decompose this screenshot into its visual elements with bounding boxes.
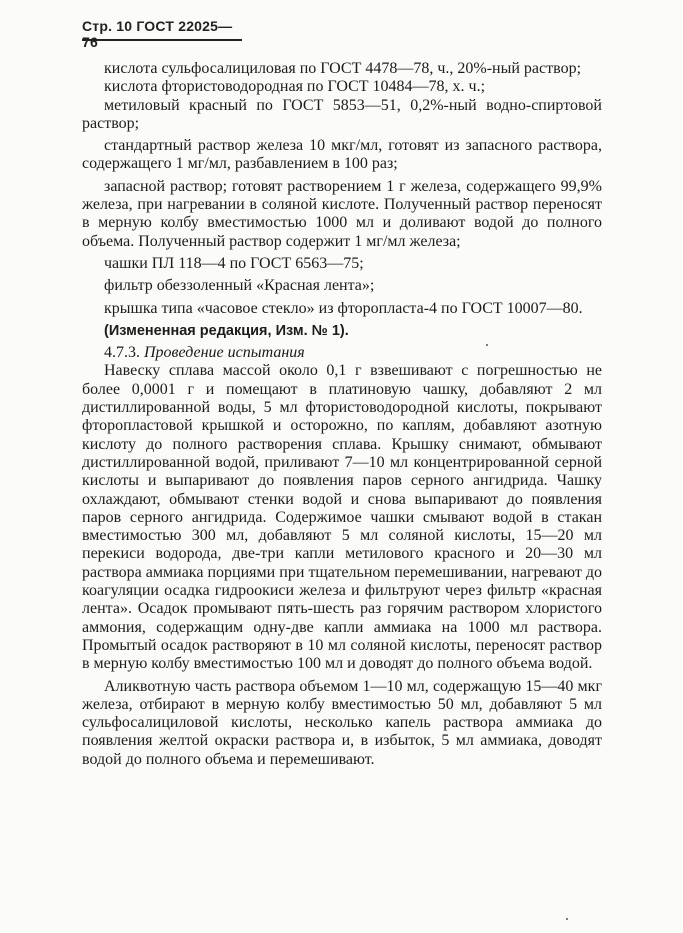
paragraph-stock-solution: запасной раствор; готовят растворением 1 г железа, содержащего 99,9% железа, при нагревании в соляной кислоте. Полученный раствор переносят в мерную колбу вместимостью 1000 мл и доливают водой до полного объема. Полученный раствор содержит 1 мг/мл железа; <box>82 177 602 250</box>
document-body <box>82 60 602 769</box>
paragraph-procedure: Навеску сплава массой около 0,1 г взвешивают с погрешностью не более 0,0001 г и помещают в платиновую чашку, добавляют 2 мл дистиллированной воды, 5 мл фтористоводородной кислоты, покрывают фторопластовой крышкой и осторожно, по каплям, добавляют азотную кислоту до полного растворения сплава. Крышку снимают, обмывают дистиллированной водой, приливают 7—10 мл концентрированной серной кислоты и выпаривают до появления паров серного ангидрида. Чашку охлаждают, обмывают стенки водой и снова выпаривают до появления паров серного ангидрида. Содержимое чашки смывают водой в стакан вместимостью 300 мл, добавляют 5 мл соляной кислоты, 15—20 мл перекиси водорода, две-три капли метилового красного и 20—30 мл раствора аммиака порциями при тщательном перемешивании, нагревают до коагуляции осадка гидроокиси железа и фильтруют через фильтр «красная лента». Осадок промывают пять-шесть раз горячим раствором хлористого аммония, содержащим одну-две капли аммиака на 1000 мл раствора. Промытый осадок растворяют в 10 мл соляной кислоты, переносят раствор в мерную колбу вместимостью 100 мл и доводят до полного объема водой. <box>82 362 602 673</box>
section-heading <box>82 344 602 362</box>
paragraph-crucibles: чашки ПЛ 118—4 по ГОСТ 6563—75; <box>104 254 364 272</box>
paragraph-filter: фильтр обеззоленный «Красная лента»; <box>104 277 375 295</box>
scan-speck <box>566 918 568 920</box>
amendment-note: (Измененная редакция, Изм. № 1). <box>104 322 349 339</box>
scan-speck <box>486 344 488 346</box>
paragraph-watch-glass-lid: крышка типа «часовое стекло» из фторопласта-4 по ГОСТ 10007—80. <box>104 299 583 317</box>
section-number: 4.7.3. <box>104 344 140 362</box>
paragraph-reagent-hydrofluoric: кислота фтористоводородная по ГОСТ 10484—78, х. ч.; <box>104 78 486 96</box>
section-title: Проведение испытания <box>144 344 305 362</box>
page-header: Стр. 10 ГОСТ 22025—76 <box>82 18 233 50</box>
paragraph-standard-solution: стандартный раствор железа 10 мкг/мл, готовят из запасного раствора, содержащего 1 мг/мл, разбавлением в 100 раз; <box>82 137 602 173</box>
header-rule <box>82 39 242 41</box>
paragraph-aliquot: Аликвотную часть раствора объемом 1—10 мл, содержащую 15—40 мкг железа, отбирают в мерную колбу вместимостью 50 мл, добавляют 5 мл сульфосалициловой кислоты, несколько капель раствора аммиака до появления желтой окраски раствора и, в избыток, 5 мл аммиака, доводят водой до полного объема и перемешивают. <box>82 677 602 768</box>
paragraph-reagent-sulfosalicylic: кислота сульфосалициловая по ГОСТ 4478—78, ч., 20%-ный раствор; <box>104 60 582 77</box>
paragraph-reagent-methyl-red: метиловый красный по ГОСТ 5853—51, 0,2%-ный водно-спиртовой раствор; <box>82 96 602 132</box>
